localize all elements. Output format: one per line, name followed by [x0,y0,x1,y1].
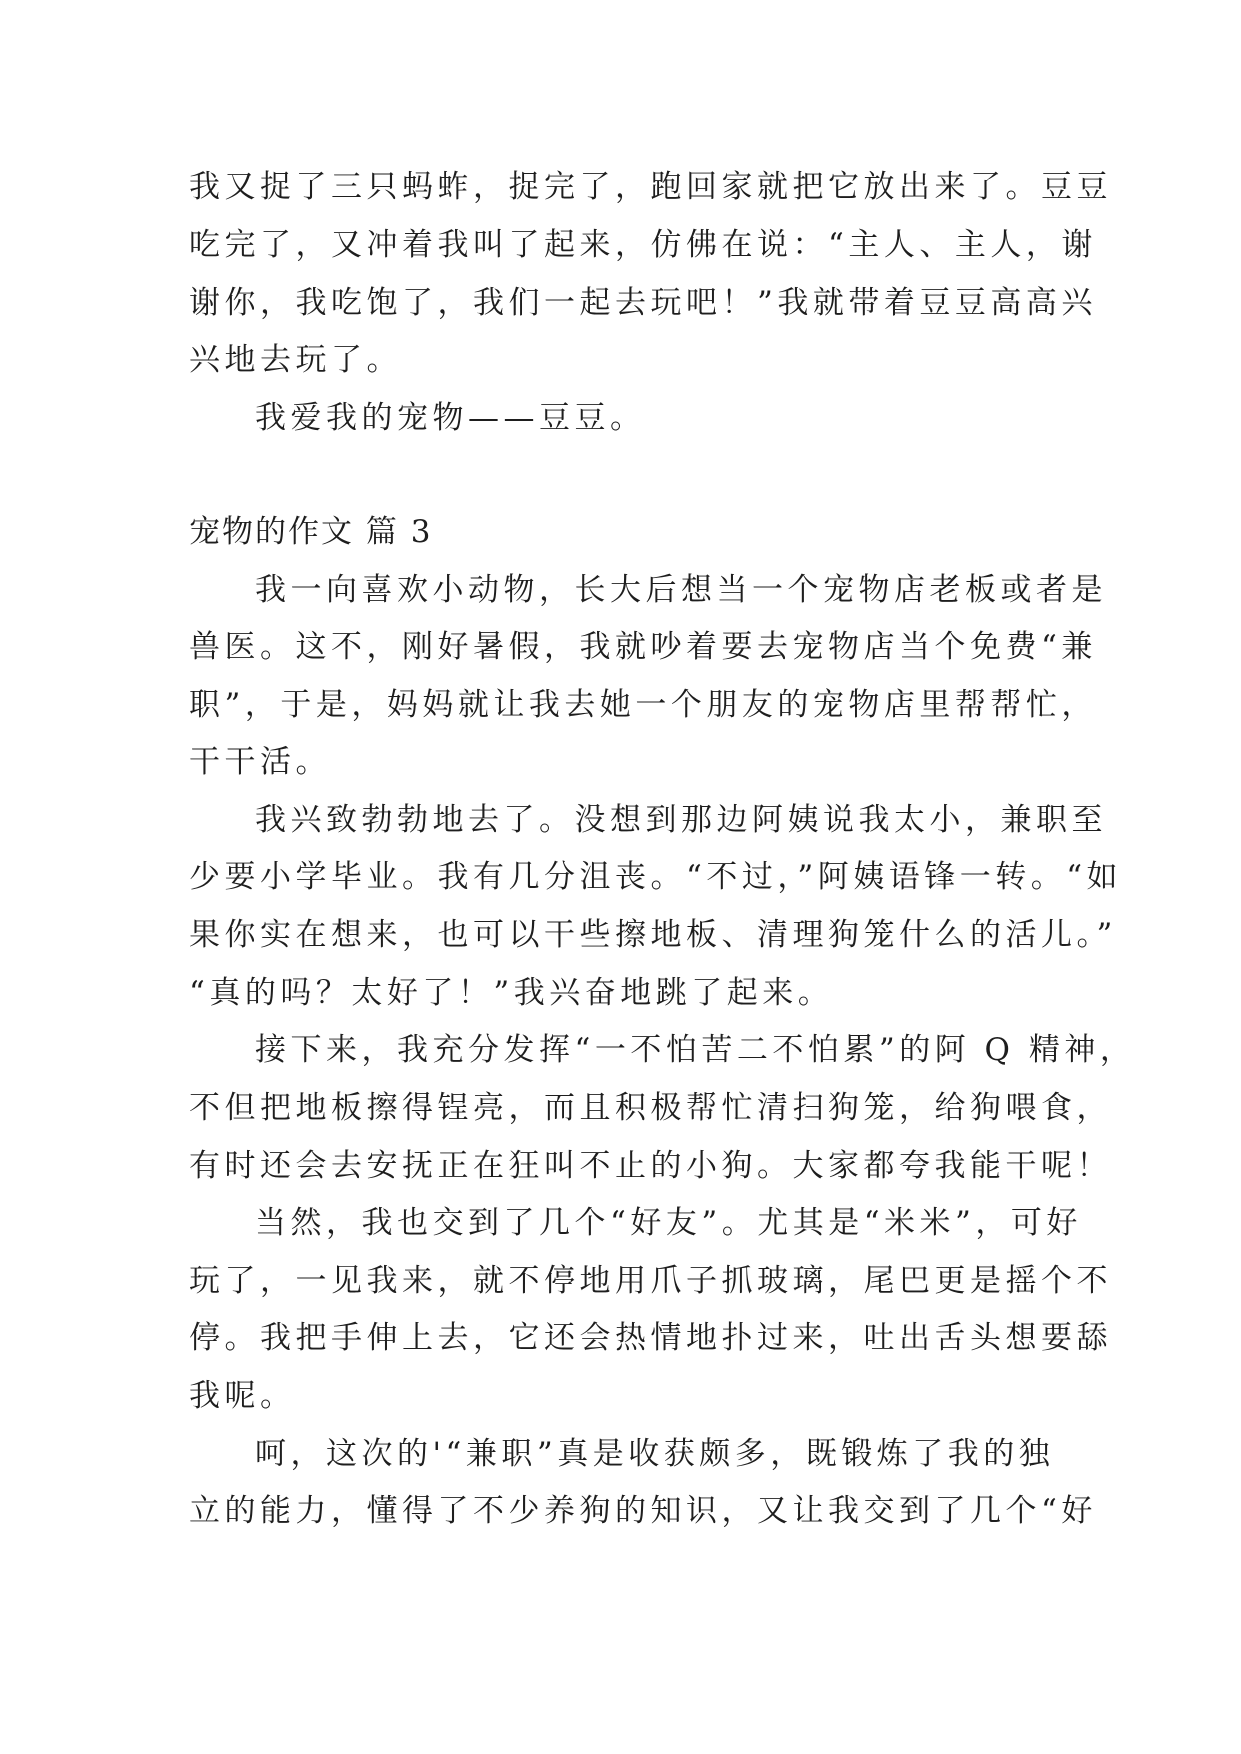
paragraph-7-line-2: 立的能力，懂得了不少养狗的知识，又让我交到了几个“好 [189,1493,1097,1529]
paragraph-6-line-4: 我呢。 [189,1378,296,1414]
paragraph-4-line-4: “真的吗？太好了！”我兴奋地跳了起来。 [189,975,834,1011]
section-heading: 宠物的作文 篇 3 [189,514,433,550]
paragraph-2-line-1: 我爱我的宠物——豆豆。 [255,400,646,436]
paragraph-7-line-1: 呵，这次的'“兼职”真是收获颇多，既锻炼了我的独 [255,1436,1055,1472]
paragraph-1-line-4: 兴地去玩了。 [189,342,402,378]
paragraph-6-line-3: 停。我把手伸上去，它还会热情地扑过来，吐出舌头想要舔 [189,1320,1112,1356]
paragraph-4-line-1: 我兴致勃勃地去了。没想到那边阿姨说我太小，兼职至 [255,802,1107,838]
paragraph-6-line-1: 当然，我也交到了几个“好友”。尤其是“米米”，可好 [255,1205,1082,1241]
paragraph-1-line-2: 吃完了，又冲着我叫了起来，仿佛在说：“主人、主人，谢 [189,227,1097,263]
paragraph-3-line-2: 兽医。这不，刚好暑假，我就吵着要去宠物店当个免费“兼 [189,629,1097,665]
paragraph-5-line-3: 有时还会去安抚正在狂叫不止的小狗。大家都夸我能干呢！ [189,1148,1112,1184]
paragraph-6-line-2: 玩了，一见我来，就不停地用爪子抓玻璃，尾巴更是摇个不 [189,1263,1112,1299]
paragraph-4-line-3: 果你实在想来，也可以干些擦地板、清理狗笼什么的活儿。” [189,917,1117,953]
paragraph-1-line-1: 我又捉了三只蚂蚱，捉完了，跑回家就把它放出来了。豆豆 [189,169,1112,205]
paragraph-3-line-4: 干干活。 [189,744,331,780]
paragraph-4-line-2: 少要小学毕业。我有几分沮丧。“不过，”阿姨语锋一转。“如 [189,859,1123,895]
paragraph-3-line-1: 我一向喜欢小动物，长大后想当一个宠物店老板或者是 [255,572,1107,608]
paragraph-1-line-3: 谢你，我吃饱了，我们一起去玩吧！”我就带着豆豆高高兴 [189,285,1097,321]
paragraph-5-line-2: 不但把地板擦得锃亮，而且积极帮忙清扫狗笼，给狗喂食， [189,1090,1112,1126]
paragraph-5-line-1: 接下来，我充分发挥“一不怕苦二不怕累”的阿 Q 精神， [255,1032,1136,1068]
paragraph-3-line-3: 职”，于是，妈妈就让我去她一个朋友的宠物店里帮帮忙， [189,687,1097,723]
